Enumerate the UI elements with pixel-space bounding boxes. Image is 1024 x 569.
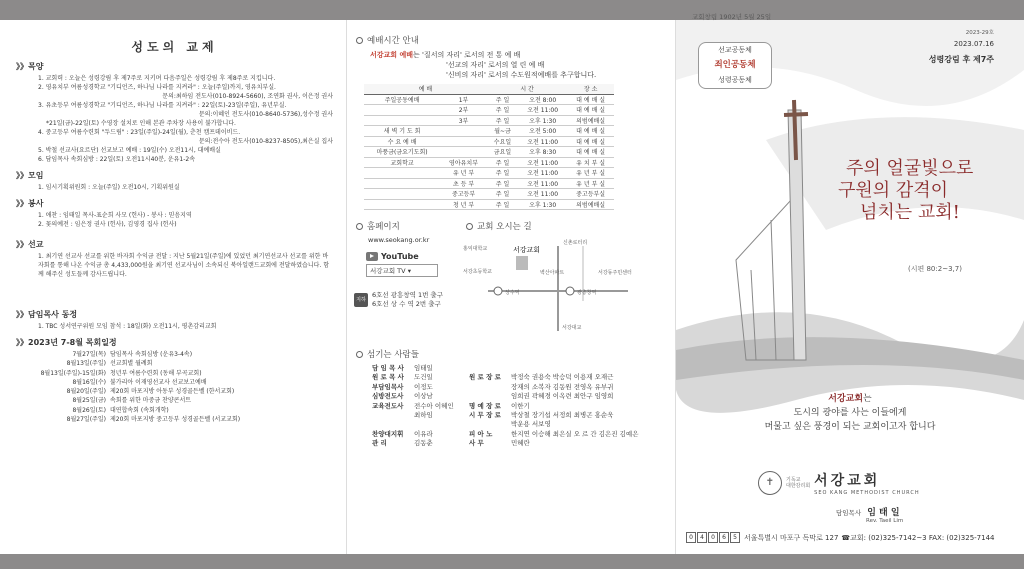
schedule-date: 8월25일(금)	[72, 397, 106, 405]
schedule-date: 8월20일(주일)	[66, 388, 106, 396]
station-marker	[494, 287, 502, 295]
youtube-logo: YouTube	[366, 252, 458, 261]
table-cell: 주 일	[487, 189, 518, 200]
table-cell: 새 벽 기 도 회	[364, 126, 440, 137]
postcode-digit: 0	[686, 532, 696, 543]
circle-bullet-icon	[356, 223, 363, 230]
section-heading: 》》선교	[16, 240, 44, 249]
founded-text: 교회창립 1902년 5월 25일	[692, 13, 772, 21]
section-heading: 》》목양	[16, 62, 44, 71]
table-cell	[364, 178, 440, 189]
table-cell: 오전 5:00	[518, 126, 567, 137]
list-item: 1. 교회력 : 오늘은 성령강림 후 제7주로 지키며 다음주일은 성령강림 후 제8주로 지킵니다.	[38, 75, 276, 82]
table-row	[364, 105, 614, 116]
table-cell: 3부	[440, 115, 487, 126]
list-item: 5. 박철 선교사(요르단) 선교보고 예배 : 19일(수) 오전11시, 대예배실	[38, 147, 221, 154]
table-row	[364, 136, 614, 147]
table-row	[364, 168, 614, 179]
table-cell: 오전 11:00	[518, 157, 567, 168]
worship-table	[364, 84, 614, 210]
liturgical-week: 성령강림 후 제7주	[928, 55, 994, 64]
methodist-emblem-icon: ✝	[758, 471, 782, 495]
table-row	[364, 147, 614, 158]
verse-reference: (시편 80:2~3,7)	[908, 265, 962, 273]
table-cell	[440, 126, 487, 137]
schedule-date: 8월13일(주일)	[66, 360, 106, 368]
cover-panel	[676, 13, 1024, 554]
table-cell: 주 일	[487, 94, 518, 105]
table-cell: 마풍금(금요기도회)	[364, 147, 440, 158]
table-cell: 주 일	[487, 178, 518, 189]
table-cell: 주일공동예배	[364, 94, 440, 105]
schedule-date: 8월13일(주일)-15일(화)	[40, 369, 106, 377]
map-label-school: 서강초등학교	[463, 269, 492, 275]
schedule-event: 제20회 마포지방 중고등부 성경골든벨 (서교교회)	[110, 416, 241, 424]
table-row	[364, 94, 614, 105]
table-cell	[440, 136, 487, 147]
table-cell: 오전 8:00	[518, 94, 567, 105]
table-cell: 월~금	[487, 126, 518, 137]
staff-cell: 이상남	[414, 392, 433, 401]
dropdown-arrow-icon: ▾	[407, 267, 411, 275]
map-label-gwangheung: 광흥창역	[577, 290, 597, 296]
staff-cell: 김동춘	[414, 439, 433, 448]
table-cell: 수요일	[487, 136, 518, 147]
directions-heading: 교회 오시는 길	[466, 220, 668, 232]
table-cell: 주 일	[487, 199, 518, 210]
top-band	[0, 0, 1024, 20]
subway-icon: 지하철	[354, 293, 368, 307]
staff-cell: 교육전도사	[372, 401, 404, 410]
list-item: *21일(금)-22일(토) 수영장 설치로 인해 본관 주차장 사용이 불가합니다.	[46, 120, 236, 127]
list-item: 3. 유초등부 여름성경학교 "기디언즈, 하나님 나라를 지켜라" : 22일(토)-23일(주일), 유년부실.	[38, 102, 287, 109]
schedule-row	[16, 406, 333, 415]
list-item: 1. 최기연 선교사 선교를 위한 바자회 수익금 전달 : 지난 5월21일(주일)에 있었던 최기연선교사 선교를 위한 바자회를 통해 나온 수익금 총 4,433,000원을 최기연 선교사님이 소속되신 북아일랜드교회에 전달하였습니다. 함께 해주신 성도들께 감사드립니다.	[38, 253, 330, 278]
subway-info: 지하철 6호선 광흥창역 1번 출구 6호선 상 수 역 2번 출구	[354, 291, 458, 309]
list-item: 문의:전수아 전도사(010-8237-8505),최은실 집사	[198, 138, 333, 145]
fold-line	[346, 20, 347, 554]
homepage-url[interactable]: www.seokang.or.kr	[368, 236, 430, 244]
table-cell: 교회학교	[364, 157, 440, 168]
table-cell: 대 예 배 실	[567, 136, 614, 147]
postcode	[686, 532, 741, 543]
schedule-event: 대연합속회 (속회개학)	[110, 406, 169, 414]
list-item: 6. 담임목사 속회심방 : 22일(토) 오전11시40분, 운유1-2속	[38, 156, 196, 163]
staff-cell	[414, 420, 469, 429]
mission-statement: 서강교회는 도시의 광야를 사는 이들에게 머물고 싶은 풍경이 되는 교회이고자 합니다	[764, 394, 936, 432]
circle-bullet-icon	[466, 223, 473, 230]
pastor-name-en: Rev. Taeil Lim	[866, 518, 904, 524]
table-row	[364, 115, 614, 126]
postcode-digit: 0	[708, 532, 718, 543]
staff-row	[372, 402, 674, 411]
staff-cell: 찬양대지휘	[372, 429, 404, 438]
people-list	[372, 364, 674, 449]
fellowship-panel	[0, 20, 345, 554]
staff-cell: 이한기	[511, 401, 530, 410]
table-cell	[440, 147, 487, 158]
table-cell: 오전 11:00	[518, 178, 567, 189]
postcode-digit: 5	[730, 532, 740, 543]
schedule-event: 선교회별 월례회	[110, 360, 153, 368]
list-item: 2. 꽃의예전 : 임은정 권사 (헌사), 김영경 집사 (헌사)	[38, 221, 177, 228]
staff-cell	[372, 420, 414, 429]
table-cell: 주 일	[487, 168, 518, 179]
schedule-row	[16, 369, 333, 378]
station-marker	[566, 287, 574, 295]
fellowship-sections	[16, 61, 333, 348]
location-map	[458, 236, 658, 336]
staff-cell: 명 예 장 로	[469, 401, 501, 410]
table-cell: 오전 11:00	[518, 136, 567, 147]
pastor-line: 담임목사 임 태 일	[836, 508, 900, 518]
table-cell: 오후 1:30	[518, 199, 567, 210]
staff-cell: 최하임	[414, 411, 433, 420]
staff-row	[372, 439, 674, 448]
staff-cell: 박상철 장기섭 서정희 최병곤 홍순욱	[511, 411, 614, 420]
table-cell: 청 년 부	[440, 199, 487, 210]
table-cell: 2부	[440, 105, 487, 116]
staff-cell	[372, 411, 414, 420]
staff-cell: 관 리	[372, 439, 387, 448]
table-cell: 의범예배실	[567, 199, 614, 210]
bottom-band	[0, 554, 1024, 569]
schedule-event: 속회를 위한 마중금 찬양콘서트	[110, 397, 192, 405]
staff-cell: 박운용 서보영	[511, 420, 551, 429]
staff-cell: 시 무 장 로	[469, 411, 501, 420]
table-cell: 대 예 배 실	[567, 147, 614, 158]
map-label-sangsu: 상수역	[505, 290, 520, 296]
table-cell: 오후 8:30	[518, 147, 567, 158]
staff-cell: 피 아 노	[469, 429, 493, 438]
circle-bullet-icon	[356, 37, 363, 44]
fellowship-title: 성도의 교제	[131, 40, 218, 54]
staff-row	[372, 373, 674, 382]
schedule-row	[16, 378, 333, 387]
staff-row	[372, 392, 674, 401]
church-building-icon	[516, 256, 528, 270]
postcode-digit: 4	[697, 532, 707, 543]
staff-row	[372, 430, 674, 439]
map-label-hongik: 홍익대학교	[463, 246, 488, 252]
staff-cell: 임희권 곽혜경 이옥련 최안구 임영희	[511, 392, 614, 401]
staff-cell: 임태일	[414, 364, 433, 372]
map-label-center: 서강동주민센터	[598, 270, 632, 276]
schedule-date: 7월27일(목)	[72, 351, 106, 358]
theme-verse: 주의 얼굴빛으로 구원의 감격이 넘치는 교회!	[838, 158, 974, 223]
table-cell: 금요일	[487, 147, 518, 158]
schedule-event: 담임목사 속회심방 (운유3-4속)	[110, 351, 193, 358]
table-cell: 오전 11:00	[518, 189, 567, 200]
list-item: 4. 중고등부 여름수련회 "두드림" : 23일(주일)-24일(월), 춘천 캠프데이비드.	[38, 129, 241, 136]
list-item: 1. 애찬 : 임태일 목사-표순희 사모 (헌사) - 봉사 : 믿음지역	[38, 212, 192, 219]
bulletin-date: 2023.07.16	[953, 40, 994, 48]
staff-cell: 박정숙 권용숙 박승덕 이용재 오재근	[511, 373, 614, 382]
schedule-list	[16, 350, 333, 424]
section-heading: 》》2023년 7-8월 목회일정	[16, 338, 117, 347]
table-cell: 주 일	[487, 157, 518, 168]
table-cell: 오전 11:00	[518, 105, 567, 116]
table-cell	[364, 115, 440, 126]
staff-row	[372, 420, 674, 429]
table-cell: 대 예 배 실	[567, 94, 614, 105]
table-cell: 중고등부	[440, 189, 487, 200]
map-label-church: 서강교회	[513, 246, 541, 254]
issue-number: 2023-29호	[965, 30, 994, 36]
table-row	[364, 189, 614, 200]
table-header-row: 예 배 시 간 장 소	[364, 84, 614, 94]
table-cell: 오후 1:30	[518, 115, 567, 126]
table-cell: 의범예배실	[567, 115, 614, 126]
table-cell: 유 치 부 실	[567, 157, 614, 168]
table-cell: 수 요 예 배	[364, 136, 440, 147]
staff-cell	[469, 364, 511, 373]
people-heading: 섬기는 사람들	[356, 348, 674, 360]
section-heading: 》》봉사	[16, 199, 44, 208]
table-cell: 유 년 부 실	[567, 168, 614, 179]
table-cell: 유 년 부 실	[567, 178, 614, 189]
map-label-sinchon: 신촌로터리	[563, 240, 588, 246]
staff-cell: 민혜란	[511, 439, 530, 448]
schedule-date: 8월26일(토)	[72, 406, 106, 414]
community-box: 선교공동체 죄인공동체 성령공동체	[698, 42, 772, 89]
schedule-row	[16, 396, 333, 405]
table-cell: 초 등 부	[440, 178, 487, 189]
list-item: 2. 영유치부 여름성경학교 "기디언즈, 하나님 나라를 지켜라" : 오늘(주일)까지, 영유치부실.	[38, 84, 276, 91]
table-cell: 오전 11:00	[518, 168, 567, 179]
table-cell	[364, 168, 440, 179]
youtube-channel-box[interactable]: 서강교회 TV ▾	[366, 264, 438, 277]
schedule-event: 제20회 마포지방 아동부 성경골든벨 (한서교회)	[110, 388, 235, 396]
schedule-date: 8월27일(주일)	[66, 416, 106, 424]
table-cell	[364, 189, 440, 200]
circle-bullet-icon	[356, 351, 363, 358]
table-cell: 주 일	[487, 105, 518, 116]
worship-intro: 서강교회 예배는 '질서의 자리' 로서의 전 통 예 배 '선교의 자리' 로서의 열 린 예 배 '신비의 자리' 로서의 수도원적예배를 추구합니다.	[370, 51, 597, 79]
schedule-row	[16, 387, 333, 396]
table-cell: 대 예 배 실	[567, 105, 614, 116]
list-item: 문의:이혜인 전도사(010-8640-5736),성수정 권사	[198, 111, 333, 118]
section-heading: 》》담임목사 동정	[16, 310, 78, 319]
table-cell	[364, 105, 440, 116]
staff-row	[372, 383, 674, 392]
staff-cell: 심방전도사	[372, 392, 404, 401]
section-heading: 》》모임	[16, 171, 44, 180]
table-cell: 대 예 배 실	[567, 126, 614, 137]
table-row	[364, 178, 614, 189]
staff-cell: 전수아 이혜인	[414, 401, 454, 410]
list-item: 문의:최하임 전도사(010-8924-5660), 조연화 권사, 이은정 권사	[162, 93, 333, 100]
cross-vertical	[794, 100, 796, 160]
staff-cell: 부담임목사	[372, 382, 404, 391]
staff-cell: 담 임 목 사	[372, 364, 404, 372]
table-row	[364, 126, 614, 137]
schedule-row	[16, 359, 333, 368]
info-panel	[348, 20, 674, 554]
table-cell: 영아유치부	[440, 157, 487, 168]
schedule-row	[16, 350, 333, 359]
schedule-date: 8월16일(수)	[72, 378, 106, 386]
table-cell: 1부	[440, 94, 487, 105]
staff-cell: 도건일	[414, 373, 433, 382]
list-item: 1. 임시기획위원회 : 오늘(주일) 오전10시, 기획위원실	[38, 184, 180, 191]
list-item: 1. TBC 성서연구위원 모임 참석 : 18일(화) 오전11시, 평촌감리교회	[38, 323, 217, 330]
map-label-apt: 벽산아파트	[540, 270, 565, 276]
staff-cell	[511, 364, 661, 373]
worship-heading: 예배시간 안내	[356, 34, 674, 46]
table-row	[364, 199, 614, 210]
staff-cell: 이정도	[414, 382, 433, 391]
table-cell: 중고등부실	[567, 189, 614, 200]
staff-row	[372, 364, 674, 373]
staff-cell: 한지연 이승해 최은실 오 르 간 김은진 김예은	[511, 429, 639, 438]
staff-cell: 이유라	[414, 429, 433, 438]
address-line: 0 4 0 6 5 서울특별시 마포구 독막로 127 ☎교회: (02)325-7142~3 FAX: (02)325-7144	[686, 532, 995, 543]
schedule-event: 청년부 여름수련회 (동해 부곡교회)	[110, 369, 202, 377]
table-cell: 주 일	[487, 115, 518, 126]
map-label-seogang-bridge: 서강대교	[562, 325, 582, 331]
staff-cell: 원 로 장 로	[469, 373, 501, 382]
staff-cell: 원 로 목 사	[372, 373, 404, 382]
staff-cell: 사 무	[469, 439, 484, 448]
cross-horizontal	[784, 114, 808, 115]
table-row	[364, 157, 614, 168]
homepage-heading: 홈페이지	[356, 220, 458, 232]
staff-cell	[469, 420, 511, 429]
staff-cell	[469, 383, 511, 392]
schedule-row	[16, 415, 333, 424]
table-cell	[364, 199, 440, 210]
staff-cell	[469, 392, 511, 401]
schedule-event: 불가리아 이재영선교사 선교보고예배	[110, 378, 207, 386]
youtube-icon	[366, 252, 378, 261]
staff-cell: 장재의 소복자 김동원 전영옥 유부귀	[511, 382, 614, 391]
table-cell: 유 년 부	[440, 168, 487, 179]
postcode-digit: 6	[719, 532, 729, 543]
church-logo: ✝ 기독교 대한감리회 서강교회 SEO KANG METHODIST CHURCH	[758, 470, 920, 496]
